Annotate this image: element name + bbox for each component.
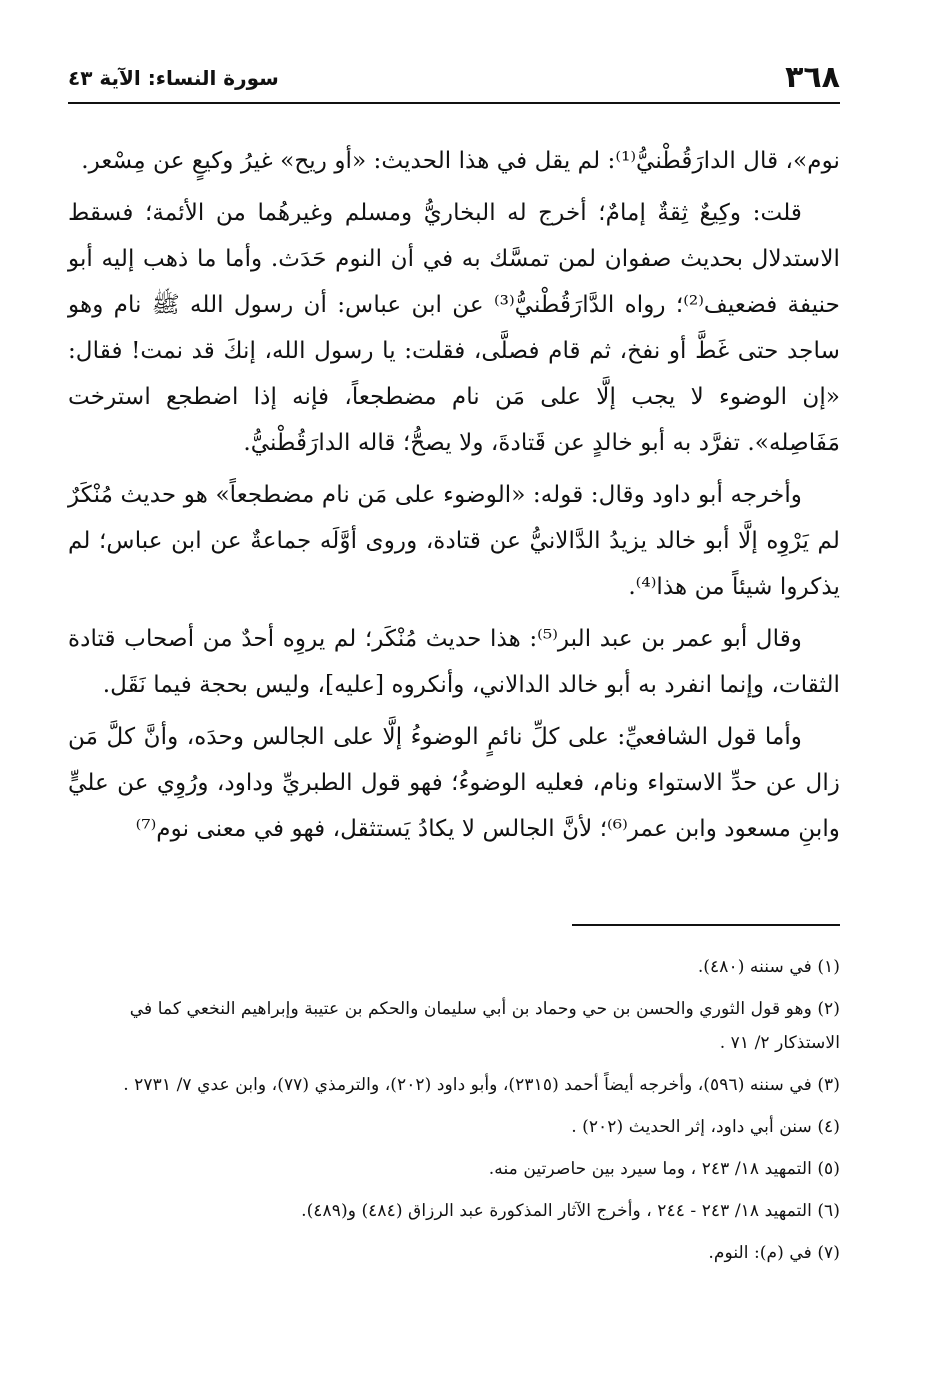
paragraph: وقال أبو عمر بن عبد البر⁽⁵⁾: هذا حديث مُنْكَر؛ لم يروِه أحدٌ من أصحاب قتادة الثقات، وإنما انفرد به أبو خالد الدالاني، وأنكروه [عليه]، وليس بحجة فيما نَقَل.: [68, 625, 840, 698]
page-number: ٣٦٨: [785, 60, 840, 95]
footnote: (٧) في (م): النوم.: [708, 1243, 840, 1263]
footnote: (٢) وهو قول الثوري والحسن بن حي وحماد بن أبي سليمان والحكم بن عتيبة وإبراهيم النخعي كما في الاستذكار ٢/ ٧١ .: [129, 999, 840, 1053]
footnote: (٦) التمهيد ١٨/ ٢٤٣ - ٢٤٤ ، وأخرج الآثار المذكورة عبد الرزاق (٤٨٤) و(٤٨٩).: [301, 1201, 840, 1221]
page-header: [68, 58, 840, 104]
paragraph: وأما قول الشافعيِّ: على كلِّ نائمٍ الوضوءُ إلَّا على الجالس وحدَه، وأنَّ كلَّ مَن زال عن حدِّ الاستواء ونام، فعليه الوضوءُ؛ فهو قول الطبريِّ وداود، ورُوِي عن عليٍّ وابنِ مسعود وابن عمر⁽⁶⁾؛ لأنَّ الجالس لا يكادُ يَستثقل، فهو في معنى نوم⁽⁷⁾: [68, 723, 840, 842]
footnotes: [68, 950, 840, 1278]
footnote: (٤) سنن أبي داود، إثر الحديث (٢٠٢) .: [571, 1117, 840, 1137]
footnote: (١) في سننه (٤٨٠).: [697, 957, 840, 977]
running-title: سورة النساء: الآية ٤٣: [68, 66, 279, 90]
paragraph: وأخرجه أبو داود وقال: قوله: «الوضوء على مَن نام مضطجعاً» هو حديث مُنْكَرٌ لم يَرْوِه إلَّا أبو خالد يزيدُ الدَّالانيُّ عن قتادة، وروى أوَّلَه جماعةٌ عن ابن عباس؛ لم يذكروا شيئاً من هذا⁽⁴⁾.: [68, 481, 840, 600]
paragraph: قلت: وكِيعٌ ثِقةٌ إمامٌ؛ أخرج له البخاريُّ ومسلم وغيرهُما من الأئمة؛ فسقط الاستدلال بحديث صفوان لمن تمسَّك به في أن النوم حَدَث. وأما ما ذهب إليه أبو حنيفة فضعيف⁽²⁾؛ رواه الدَّارَقُطْنيُّ⁽³⁾ عن ابن عباس: أن رسول الله ﷺ نام وهو ساجد حتى غَطَّ أو نفخ، ثم قام فصلَّى، فقلت: يا رسول الله، إنكَ قد نمت! فقال: «إن الوضوء لا يجب إلَّا على مَن نام مضطجعاً، فإنه إذا اضطجع استرخت مَفَاصِله». تفرَّد به أبو خالدٍ عن قَتادةَ، ولا يصحُّ؛ قاله الدارَقُطْنيُّ.: [68, 199, 840, 456]
footnote-divider: [572, 924, 840, 926]
footnote: (٥) التمهيد ١٨/ ٢٤٣ ، وما سيرد بين حاصرتين منه.: [488, 1159, 840, 1179]
footnote: (٣) في سننه (٥٩٦)، وأخرجه أيضاً أحمد (٢٣١٥)، وأبو داود (٢٠٢)، والترمذي (٧٧)، وابن عدي ٧/ ٢٧٣١ .: [123, 1075, 840, 1095]
main-text: [68, 138, 840, 858]
paragraph: نوم»، قال الدارَقُطْنيُّ⁽¹⁾: لم يقل في هذا الحديث: «أو ريح» غيرُ وكيعٍ عن مِسْعر.: [81, 147, 840, 174]
